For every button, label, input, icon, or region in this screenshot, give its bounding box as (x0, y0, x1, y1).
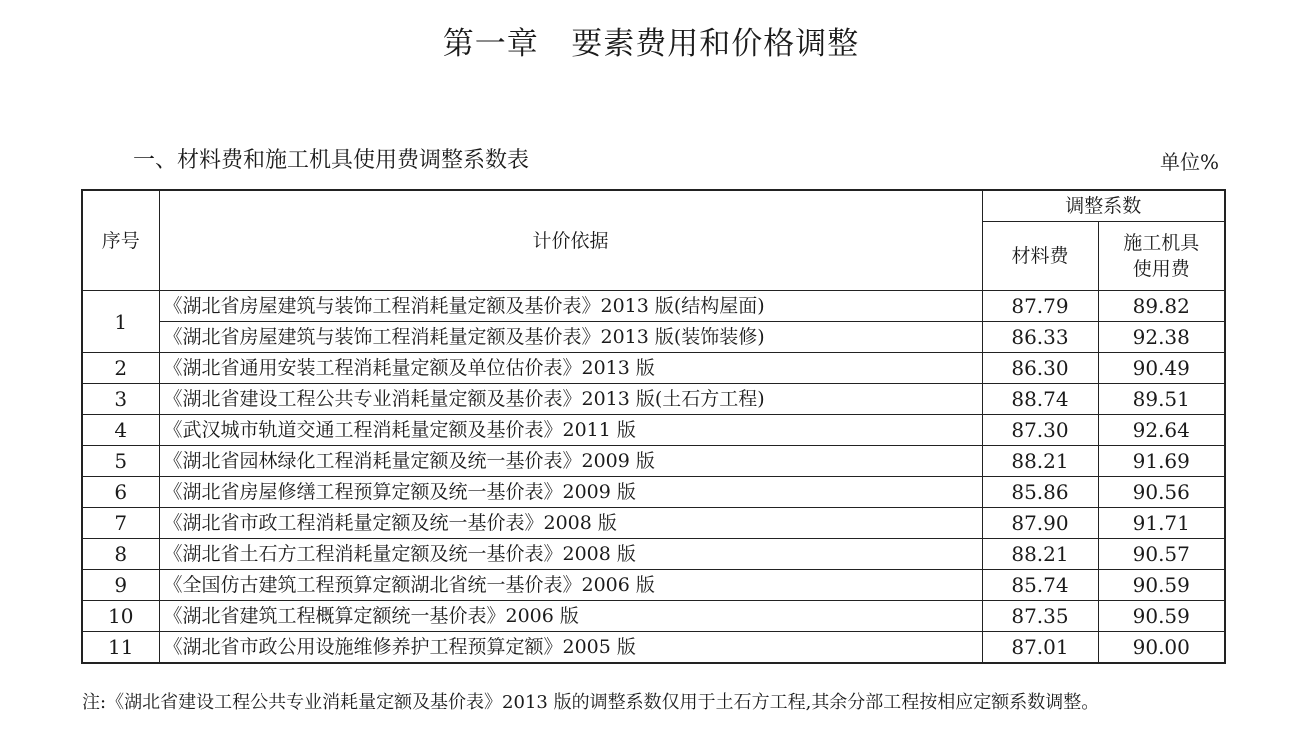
coefficient-table (81, 189, 1226, 664)
cell-machine: 92.38 (1098, 322, 1225, 353)
cell-basis: 《湖北省通用安装工程消耗量定额及单位估价表》2013 版 (159, 353, 982, 384)
cell-machine: 90.59 (1098, 601, 1225, 632)
header-machine-line1: 施工机具 (1123, 232, 1200, 254)
cell-material: 87.01 (982, 632, 1098, 664)
table-row (82, 322, 1225, 353)
cell-machine: 90.57 (1098, 539, 1225, 570)
cell-seq: 1 (82, 291, 159, 353)
cell-basis: 《湖北省园林绿化工程消耗量定额及统一基价表》2009 版 (159, 446, 982, 477)
cell-material: 86.30 (982, 353, 1098, 384)
cell-basis: 《全国仿古建筑工程预算定额湖北省统一基价表》2006 版 (159, 570, 982, 601)
table-row (82, 601, 1225, 632)
cell-seq: 8 (82, 539, 159, 570)
header-coef-group: 调整系数 (982, 190, 1225, 222)
cell-material: 88.21 (982, 446, 1098, 477)
cell-machine: 91.71 (1098, 508, 1225, 539)
table-row (82, 353, 1225, 384)
table-row (82, 477, 1225, 508)
cell-machine: 91.69 (1098, 446, 1225, 477)
cell-seq: 10 (82, 601, 159, 632)
cell-seq: 4 (82, 415, 159, 446)
cell-material: 87.79 (982, 291, 1098, 322)
table-row (82, 384, 1225, 415)
cell-machine: 89.82 (1098, 291, 1225, 322)
cell-material: 88.74 (982, 384, 1098, 415)
cell-basis: 《湖北省房屋修缮工程预算定额及统一基价表》2009 版 (159, 477, 982, 508)
cell-material: 87.35 (982, 601, 1098, 632)
cell-material: 87.90 (982, 508, 1098, 539)
footnote: 注:《湖北省建设工程公共专业消耗量定额及基价表》2013 版的调整系数仅用于土石方工程,其余分部工程按相应定额系数调整。 (82, 692, 1100, 713)
header-basis: 计价依据 (159, 190, 982, 291)
cell-material: 87.30 (982, 415, 1098, 446)
table-row (82, 632, 1225, 664)
cell-seq: 7 (82, 508, 159, 539)
table-row (82, 291, 1225, 322)
header-material: 材料费 (982, 222, 1098, 291)
chapter-title: 第一章 要素费用和价格调整 (442, 26, 860, 62)
cell-seq: 6 (82, 477, 159, 508)
table-row (82, 508, 1225, 539)
cell-material: 85.86 (982, 477, 1098, 508)
table-row (82, 539, 1225, 570)
cell-seq: 11 (82, 632, 159, 664)
cell-basis: 《武汉城市轨道交通工程消耗量定额及基价表》2011 版 (159, 415, 982, 446)
section-title: 一、材料费和施工机具使用费调整系数表 (133, 148, 530, 173)
cell-machine: 92.64 (1098, 415, 1225, 446)
cell-seq: 5 (82, 446, 159, 477)
table-row (82, 570, 1225, 601)
table-body (82, 291, 1225, 664)
header-seq: 序号 (82, 190, 159, 291)
cell-machine: 90.00 (1098, 632, 1225, 664)
cell-seq: 3 (82, 384, 159, 415)
cell-basis: 《湖北省土石方工程消耗量定额及统一基价表》2008 版 (159, 539, 982, 570)
cell-basis: 《湖北省市政工程消耗量定额及统一基价表》2008 版 (159, 508, 982, 539)
table-row (82, 446, 1225, 477)
cell-machine: 90.59 (1098, 570, 1225, 601)
cell-material: 88.21 (982, 539, 1098, 570)
cell-basis: 《湖北省市政公用设施维修养护工程预算定额》2005 版 (159, 632, 982, 664)
cell-seq: 9 (82, 570, 159, 601)
unit-label: 单位% (1160, 150, 1220, 174)
cell-machine: 90.56 (1098, 477, 1225, 508)
cell-basis: 《湖北省房屋建筑与装饰工程消耗量定额及基价表》2013 版(装饰装修) (159, 322, 982, 353)
cell-basis: 《湖北省房屋建筑与装饰工程消耗量定额及基价表》2013 版(结构屋面) (159, 291, 982, 322)
cell-material: 86.33 (982, 322, 1098, 353)
cell-machine: 89.51 (1098, 384, 1225, 415)
cell-machine: 90.49 (1098, 353, 1225, 384)
cell-basis: 《湖北省建筑工程概算定额统一基价表》2006 版 (159, 601, 982, 632)
table-header (82, 190, 1225, 291)
header-machine (1098, 222, 1225, 291)
cell-basis: 《湖北省建设工程公共专业消耗量定额及基价表》2013 版(土石方工程) (159, 384, 982, 415)
cell-material: 85.74 (982, 570, 1098, 601)
cell-seq: 2 (82, 353, 159, 384)
header-machine-line2: 使用费 (1132, 258, 1190, 280)
table-row (82, 415, 1225, 446)
